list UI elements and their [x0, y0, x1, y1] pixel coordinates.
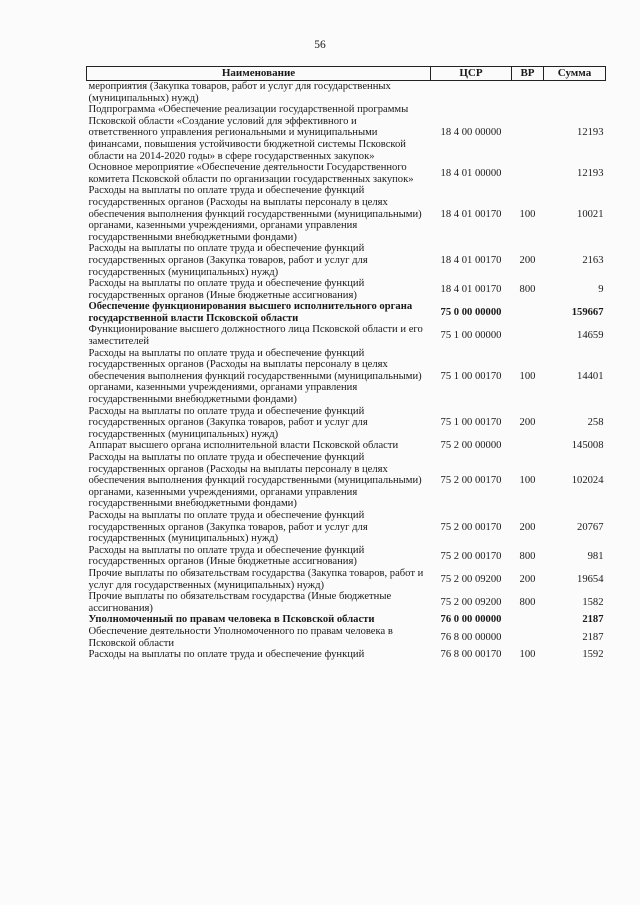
table-row: [87, 649, 606, 661]
row-vr-cell: [512, 162, 544, 185]
table-row: [87, 324, 606, 347]
row-csr-cell: 76 0 00 00000: [440, 614, 502, 626]
row-sum-cell: 159667: [571, 307, 604, 319]
row-sum-cell: 2187: [582, 614, 604, 626]
row-name-cell: Уполномоченный по правам человека в Псковской области: [88, 614, 375, 626]
row-vr-cell: 200: [519, 254, 536, 266]
row-sum-cell: 258: [587, 417, 604, 429]
page-number: 56: [314, 39, 326, 51]
row-csr-cell: [431, 81, 512, 105]
row-name-cell: Прочие выплаты по обязательствам государства (Иные бюджетные ассигнования): [88, 591, 392, 614]
header-row: [87, 67, 606, 81]
row-csr-cell: 75 2 00 09200: [440, 596, 502, 608]
row-sum-cell: 145008: [571, 440, 604, 452]
row-csr-cell: 18 4 01 00170: [440, 254, 502, 266]
row-sum-cell: 2187: [582, 631, 604, 643]
table-row: [87, 162, 606, 185]
row-vr-cell: 100: [519, 208, 536, 220]
row-vr-cell: [512, 301, 544, 324]
row-csr-cell: 75 1 00 00170: [440, 370, 502, 382]
row-sum-cell: 10021: [577, 208, 604, 220]
table-row: [87, 626, 606, 649]
row-csr-cell: 75 2 00 00170: [440, 550, 502, 562]
row-name-cell: Обеспечение деятельности Уполномоченного по правам человека в Псковской области: [88, 625, 393, 649]
row-name-cell: Прочие выплаты по обязательствам государства (Закупка товаров, работ и услуг для государственных (муниципальных) нужд): [88, 567, 424, 591]
row-name-cell: Расходы на выплаты по оплате труда и обеспечение функций государственных органов (Расходы на выплаты персоналу в целях обеспечения выполнения функций государственными (муниципальными) органами, казенными учреждениями, органами управления государственными внебюджетными фондами): [88, 185, 422, 243]
row-vr-cell: [512, 81, 544, 105]
row-sum-cell: 12193: [577, 167, 604, 179]
table-row: [87, 406, 606, 441]
row-sum-cell: [544, 81, 606, 105]
row-sum-cell: 14401: [577, 370, 604, 382]
row-name-cell: Аппарат высшего органа исполнительной власти Псковской области: [88, 440, 399, 452]
table-row: [87, 185, 606, 243]
table-row: [87, 510, 606, 545]
row-vr-cell: 800: [519, 550, 536, 562]
row-csr-cell: 75 2 00 09200: [440, 573, 502, 585]
table-row: [87, 301, 606, 324]
table-body: [87, 81, 606, 661]
row-name-cell: Расходы на выплаты по оплате труда и обеспечение функций государственных органов (Иные бюджетные ассигнования): [88, 544, 365, 568]
row-vr-cell: [512, 324, 544, 347]
header-sum: Сумма: [544, 67, 606, 81]
row-name-cell: Основное мероприятие «Обеспечение деятельности Государственного комитета Псковской области по организации государственных закупок»: [88, 162, 414, 185]
row-vr-cell: [512, 626, 544, 649]
table-row: [87, 614, 606, 626]
row-name-cell: мероприятия (Закупка товаров, работ и услуг для государственных (муниципальных) нужд): [88, 81, 391, 104]
table-row: [87, 440, 606, 452]
row-csr-cell: 75 0 00 00000: [440, 307, 502, 319]
row-sum-cell: 1582: [582, 596, 604, 608]
budget-table: [86, 66, 606, 661]
row-sum-cell: 9: [598, 283, 604, 295]
row-name-cell: Расходы на выплаты по оплате труда и обеспечение функций государственных органов (Закупка товаров, работ и услуг для государственных (муниципальных) нужд): [88, 509, 368, 545]
row-vr-cell: [512, 614, 544, 626]
row-csr-cell: 18 4 01 00170: [440, 283, 502, 295]
row-name-cell: Расходы на выплаты по оплате труда и обеспечение функций государственных органов (Расходы на выплаты персоналу в целях обеспечения выполнения функций государственными (муниципальными) органами, казенными учреждениями, органами управления государственными внебюджетными фондами): [88, 347, 422, 406]
row-vr-cell: 800: [519, 283, 536, 295]
row-csr-cell: 18 4 01 00000: [440, 167, 502, 179]
row-name-cell: Подпрограмма «Обеспечение реализации государственной программы Псковской области «Создание условий для эффективного и ответственного управления региональными и муниципальными финансами, повышения устойчивости бюджетной системы Псковской области на 2014-2020 годы» в сфере государственных закупок»: [88, 104, 409, 162]
table-row: [87, 545, 606, 568]
row-sum-cell: 2163: [582, 254, 604, 266]
table-row: [87, 81, 606, 105]
row-csr-cell: 75 2 00 00170: [440, 521, 502, 533]
table-row: [87, 348, 606, 406]
table-row: [87, 104, 606, 162]
row-sum-cell: 14659: [577, 330, 604, 342]
row-sum-cell: 102024: [571, 475, 604, 487]
table-row: [87, 568, 606, 591]
row-vr-cell: 200: [519, 573, 536, 585]
row-sum-cell: 12193: [577, 127, 604, 139]
header-vr: ВР: [512, 67, 544, 81]
row-csr-cell: 18 4 01 00170: [440, 208, 502, 220]
row-vr-cell: 800: [519, 596, 536, 608]
row-csr-cell: 76 8 00 00000: [440, 631, 502, 643]
row-vr-cell: 100: [519, 475, 536, 487]
row-sum-cell: 19654: [577, 573, 604, 585]
table-row: [87, 243, 606, 278]
table-header: [87, 67, 606, 81]
table-row: [87, 591, 606, 614]
row-sum-cell: 1592: [582, 649, 604, 661]
row-vr-cell: 200: [519, 417, 536, 429]
row-csr-cell: 76 8 00 00170: [440, 649, 502, 661]
row-vr-cell: 100: [519, 370, 536, 382]
row-csr-cell: 75 2 00 00000: [440, 440, 502, 452]
header-csr: ЦСР: [431, 67, 512, 81]
row-name-cell: Функционирование высшего должностного лица Псковской области и его заместителей: [88, 324, 423, 348]
header-name: Наименование: [87, 67, 431, 81]
row-name-cell: Расходы на выплаты по оплате труда и обеспечение функций государственных органов (Закупка товаров, работ и услуг для государственных (муниципальных) нужд): [88, 243, 368, 278]
row-csr-cell: 75 1 00 00000: [440, 330, 502, 342]
row-csr-cell: 18 4 00 00000: [440, 127, 502, 139]
row-sum-cell: 981: [587, 550, 604, 562]
row-name-cell: Обеспечение функционирования высшего исполнительного органа государственной власти Псковской области: [88, 301, 413, 324]
row-csr-cell: 75 1 00 00170: [440, 417, 502, 429]
row-vr-cell: [512, 440, 544, 452]
row-vr-cell: 100: [519, 649, 536, 661]
row-csr-cell: 75 2 00 00170: [440, 475, 502, 487]
table-row: [87, 452, 606, 510]
table-row: [87, 278, 606, 301]
row-vr-cell: [512, 104, 544, 162]
row-name-cell: Расходы на выплаты по оплате труда и обеспечение функций государственных органов (Закупка товаров, работ и услуг для государственных (муниципальных) нужд): [88, 405, 368, 440]
row-name-cell: Расходы на выплаты по оплате труда и обеспечение функций государственных органов (Расходы на выплаты персоналу в целях обеспечения выполнения функций государственными (муниципальными) органами, казенными учреждениями, органами управления государственными внебюджетными фондами): [88, 452, 422, 510]
row-sum-cell: 20767: [577, 521, 604, 533]
row-name-cell: Расходы на выплаты по оплате труда и обеспечение функций государственных органов (Иные бюджетные ассигнования): [88, 278, 365, 301]
row-name-cell: Расходы на выплаты по оплате труда и обеспечение функций: [88, 649, 365, 661]
row-vr-cell: 200: [519, 521, 536, 533]
